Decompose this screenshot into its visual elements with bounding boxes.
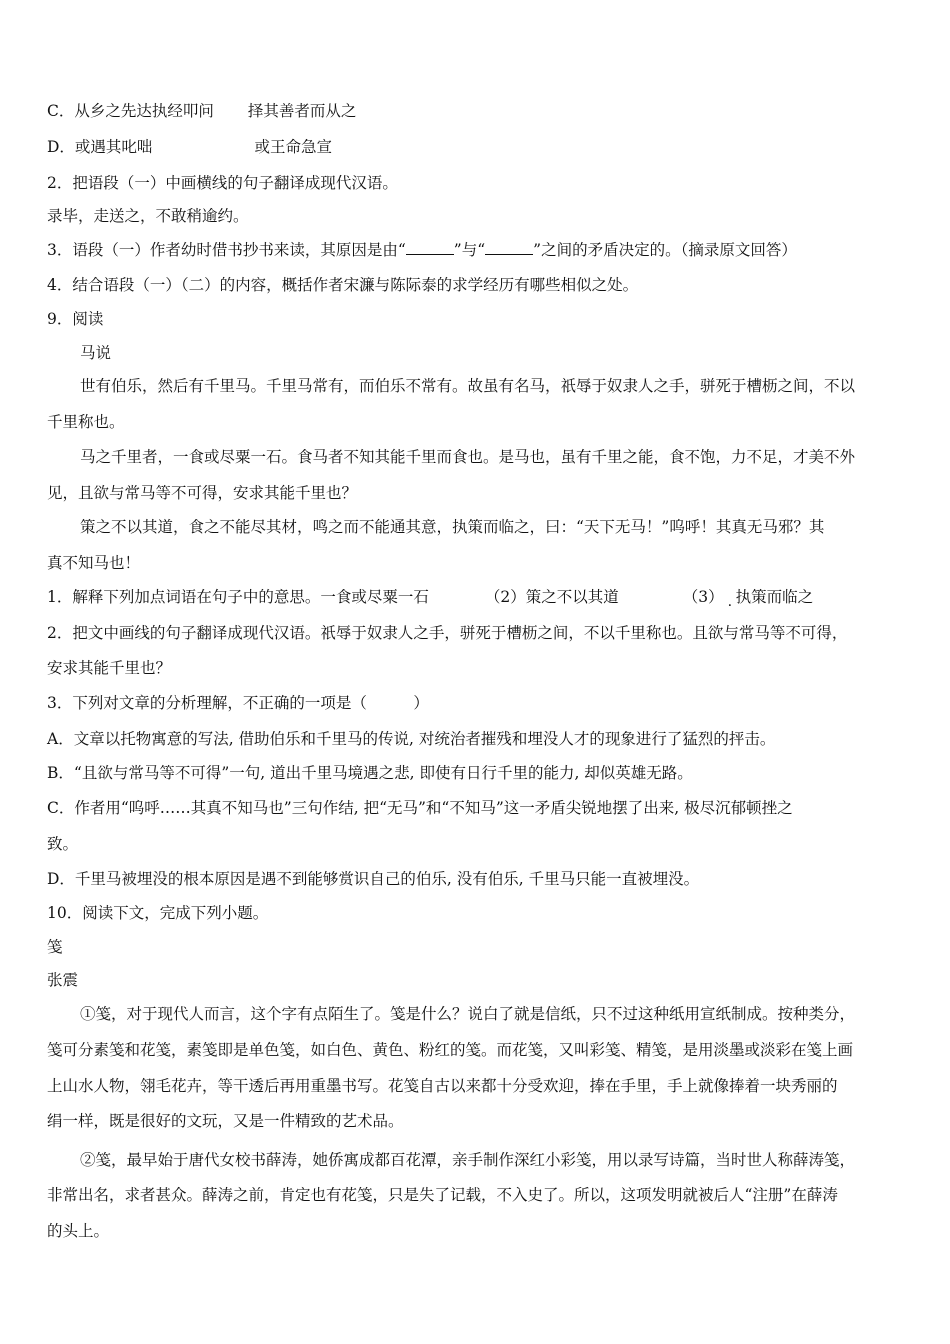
option-c-line <box>47 101 356 121</box>
mashuo-para-2-line-2: 见，且欲与常马等不可得，安求其能千里也？ <box>47 484 358 502</box>
subquestion-1-part-2: （2）策之不以其道 <box>484 588 619 606</box>
mashuo-para-3-line-1: 策之不以其道，食之不能尽其材，鸣之而不能通其意，执策而临之，曰：“天下无马！”呜呼！其真无马邪？其 <box>80 518 825 536</box>
mashuo-para-1-line-1: 世有伯乐，然后有千里马。千里马常有，而伯乐不常有。故虽有名马，祇辱于奴隶人之手，骈死于槽枥之间，不以 <box>80 377 856 395</box>
jian-para-1-line-1: ①笺，对于现代人而言，这个字有点陌生了。笺是什么？说白了就是信纸，只不过这种纸用宣纸制成。按种类分， <box>80 1005 856 1023</box>
subquestion-1 <box>47 587 813 607</box>
question-10-heading: 10．阅读下文，完成下列小题。 <box>47 904 269 922</box>
option-c-line-1: C．作者用“呜呼……其真不知马也”三句作结, 把“无马”和“不知马”这一矛盾尖锐地摆了出来, 极尽沉郁顿挫之 <box>47 799 793 817</box>
question-3-part-a: 3．语段（一）作者幼时借书抄书来读，其原因是由“ <box>47 241 406 259</box>
subquestion-1-part-3-text: . 执策而临之 <box>736 588 814 606</box>
passage-title-jian: 笺 <box>47 938 63 956</box>
option-c-line-2: 致。 <box>47 835 79 853</box>
question-2: 2．把语段（一）中画横线的句子翻译成现代汉语。 <box>47 174 398 192</box>
answer-blank-2[interactable] <box>485 240 533 255</box>
subquestion-2-line-2: 安求其能千里也？ <box>47 659 172 677</box>
subquestion-1-part-1: 1．解释下列加点词语在句子中的意思。一食或尽粟一石 <box>47 588 429 606</box>
jian-para-2-line-1: ②笺，最早始于唐代女校书薛涛，她侨寓成都百花潭，亲手制作深红小彩笺，用以录写诗篇，当时世人称薛涛笺， <box>80 1151 856 1169</box>
jian-para-1-line-4: 绢一样，既是很好的文玩，又是一件精致的艺术品。 <box>47 1112 404 1130</box>
option-c-right: 择其善者而从之 <box>247 102 357 120</box>
jian-para-2-line-3: 的头上。 <box>47 1222 110 1240</box>
question-4: 4．结合语段（一）（二）的内容，概括作者宋濂与陈际泰的求学经历有哪些相似之处。 <box>47 276 639 294</box>
subquestion-1-part-3: （3） <box>682 588 724 606</box>
jian-para-1-line-3: 上山水人物，翎毛花卉，等干透后再用重墨书写。花笺自古以来都十分受欢迎，捧在手里，手上就像捧着一块秀丽的 <box>47 1077 838 1095</box>
option-d-right: 或王命急宣 <box>254 138 332 156</box>
subquestion-2-line-1: 2．把文中画线的句子翻译成现代汉语。祇辱于奴隶人之手，骈死于槽枥之间，不以千里称也。且欲与常马等不可得， <box>47 624 848 642</box>
subquestion-3: 3．下列对文章的分析理解，不正确的一项是（ ） <box>47 694 429 712</box>
mashuo-para-3-line-2: 真不知马也！ <box>47 554 141 572</box>
mashuo-para-2-line-1: 马之千里者，一食或尽粟一石。食马者不知其能千里而食也。是马也，虽有千里之能，食不饱，力不足，才美不外 <box>80 448 856 466</box>
mashuo-para-1-line-2: 千里称也。 <box>47 413 125 431</box>
option-b: B．“且欲与常马等不可得”一句, 道出千里马境遇之悲, 即使有日行千里的能力, 却似英雄无路。 <box>47 764 693 782</box>
option-d-line <box>47 137 332 157</box>
option-d: D．千里马被埋没的根本原因是遇不到能够赏识自己的伯乐, 没有伯乐, 千里马只能一直被埋没。 <box>47 870 700 888</box>
jian-para-2-line-2: 非常出名，求者甚众。薛涛之前，肯定也有花笺，只是失了记载，不入史了。所以，这项发明就被后人“注册”在薛涛 <box>47 1186 838 1204</box>
question-3 <box>47 240 797 260</box>
jian-para-1-line-2: 笺可分素笺和花笺，素笺即是单色笺，如白色、黄色、粉红的笺。而花笺，又叫彩笺、精笺，是用淡墨或淡彩在笺上画 <box>47 1041 854 1059</box>
question-3-part-c: ”之间的矛盾决定的。（摘录原文回答） <box>533 241 797 259</box>
answer-blank-1[interactable] <box>406 240 454 255</box>
question-3-part-b: ”与“ <box>453 241 486 259</box>
question-2-sentence: 录毕，走送之，不敢稍逾约。 <box>47 207 249 225</box>
option-c-left: C．从乡之先达执经叩问 <box>47 102 214 120</box>
passage-author: 张震 <box>47 971 79 989</box>
option-a: A．文章以托物寓意的写法, 借助伯乐和千里马的传说, 对统治者摧残和埋没人才的现象进行了猛烈的抨击。 <box>47 730 776 748</box>
option-d-left: D．或遇其叱咄 <box>47 138 153 156</box>
passage-title-mashuo: 马说 <box>80 344 112 362</box>
question-9-heading: 9．阅读 <box>47 310 104 328</box>
